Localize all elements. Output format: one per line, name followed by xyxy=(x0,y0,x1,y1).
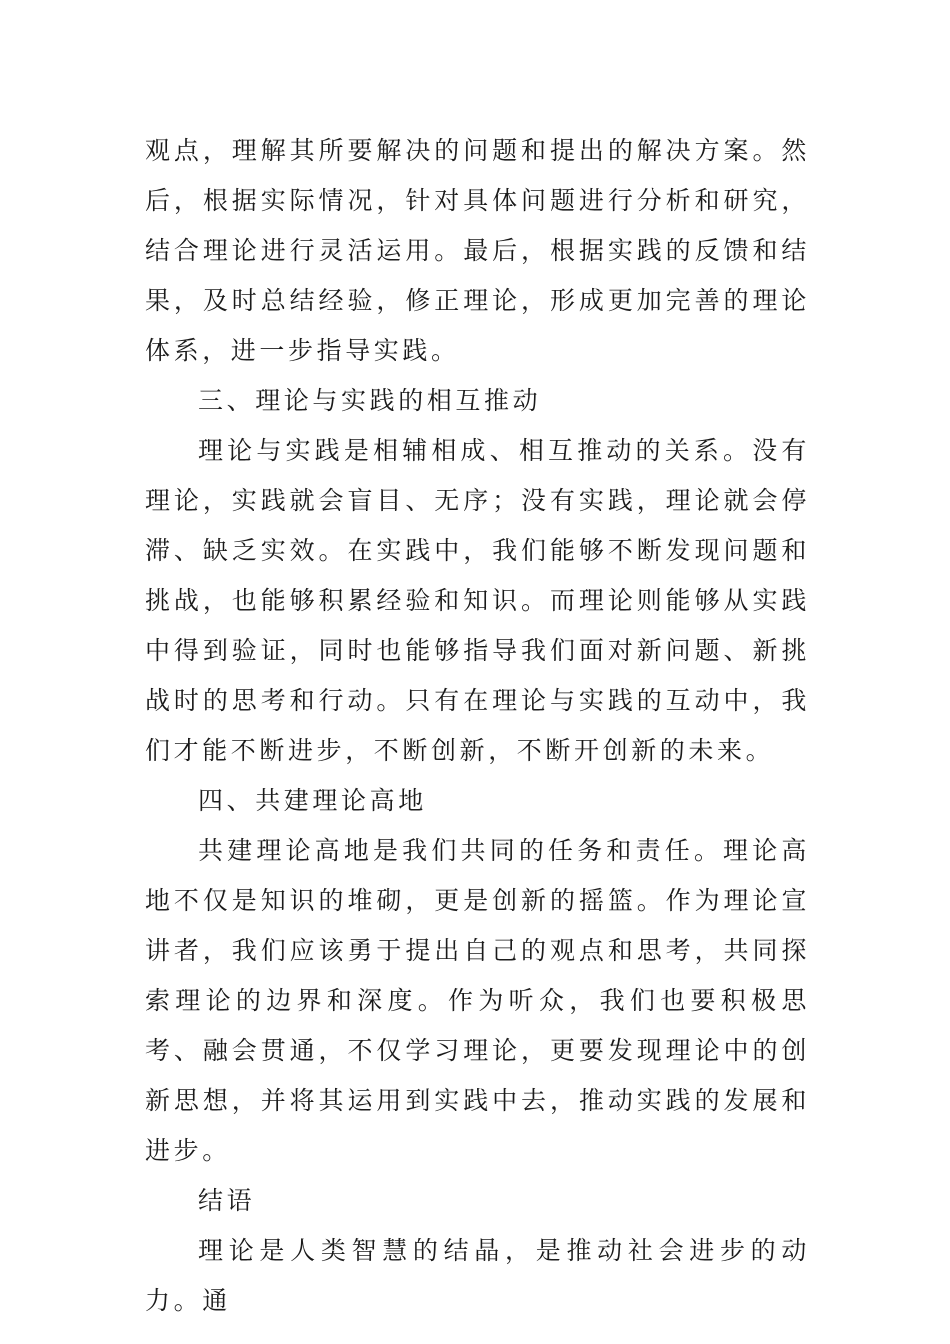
paragraph-continuation: 观点，理解其所要解决的问题和提出的解决方案。然后，根据实际情况，针对具体问题进行分析和研究，结合理论进行灵活运用。最后，根据实践的反馈和结果，及时总结经验，修正理论，形成更加完善的理论体系，进一步指导实践。 xyxy=(145,136,810,365)
section-heading-4: 四、共建理论高地 xyxy=(198,786,427,815)
paragraph-theory-practice: 理论与实践是相辅相成、相互推动的关系。没有理论，实践就会盲目、无序；没有实践，理论就会停滞、缺乏实效。在实践中，我们能够不断发现问题和挑战，也能够积累经验和知识。而理论则能够从实践中得到验证，同时也能够指导我们面对新问题、新挑战时的思考和行动。只有在理论与实践的互动中，我们才能不断进步，不断创新，不断开创新的未来。 xyxy=(145,436,810,765)
section-heading-3: 三、理论与实践的相互推动 xyxy=(198,386,542,415)
document-body xyxy=(145,126,810,1326)
conclusion-heading: 结语 xyxy=(198,1186,256,1215)
paragraph-build-highland: 共建理论高地是我们共同的任务和责任。理论高地不仅是知识的堆砌，更是创新的摇篮。作为理论宣讲者，我们应该勇于提出自己的观点和思考，共同探索理论的边界和深度。作为听众，我们也要积极思考、融会贯通，不仅学习理论，更要发现理论中的创新思想，并将其运用到实践中去，推动实践的发展和进步。 xyxy=(145,836,810,1165)
paragraph-conclusion: 理论是人类智慧的结晶，是推动社会进步的动力。通 xyxy=(145,1236,810,1315)
